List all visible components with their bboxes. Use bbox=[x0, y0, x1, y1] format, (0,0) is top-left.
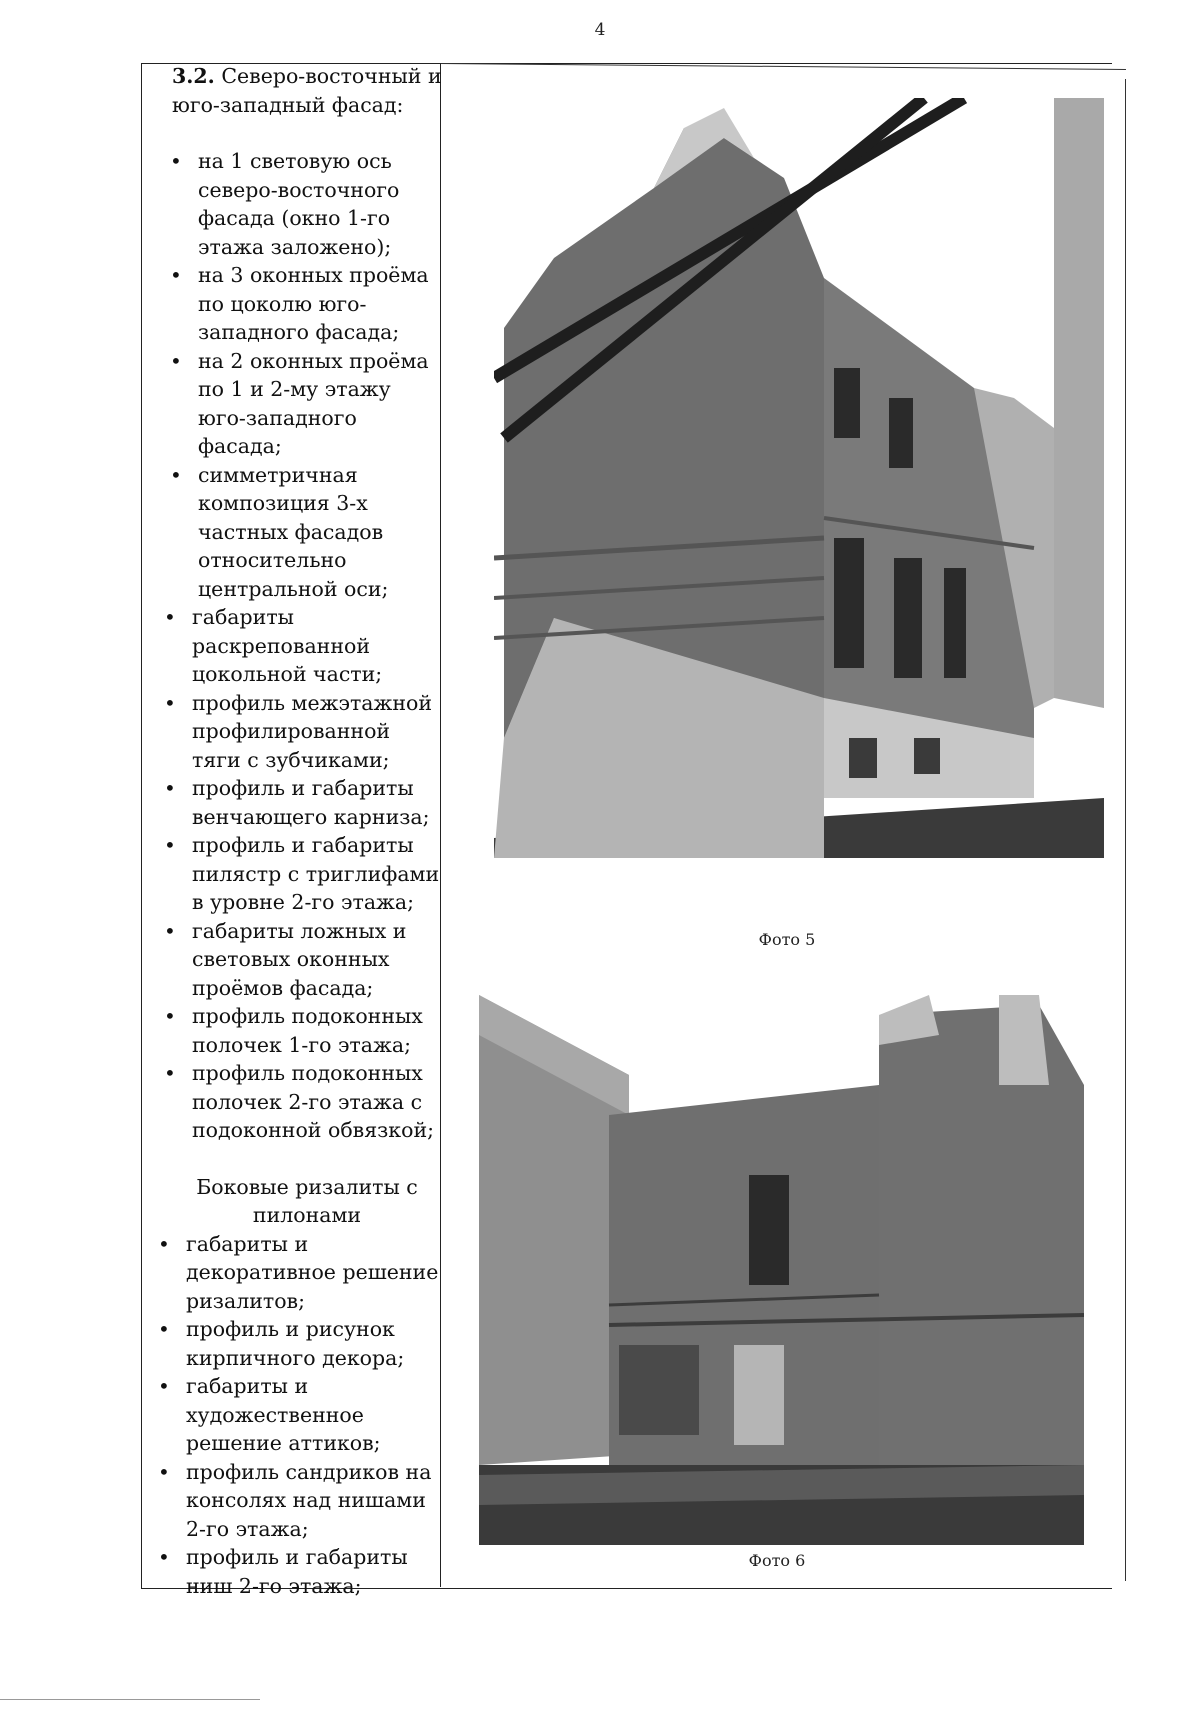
photo-6 bbox=[479, 995, 1084, 1545]
list-item: • профиль сандриков на консолях над нишами 2-го этажа; bbox=[152, 1458, 442, 1544]
photo-5-caption: Фото 5 bbox=[758, 930, 816, 949]
facade-attribute-list-cont bbox=[152, 603, 442, 1145]
facade-attributes-column bbox=[152, 62, 442, 1600]
list-item: • габариты ложных и световых оконных проёмов фасада; bbox=[152, 917, 442, 1003]
risalit-subheading: Боковые ризалиты с пилонами bbox=[196, 1174, 418, 1227]
list-item: • на 1 световую ось северо-восточного фасада (окно 1-го этажа заложено); bbox=[152, 147, 442, 261]
list-item: • профиль и габариты венчающего карниза; bbox=[152, 774, 442, 831]
photo-6-image bbox=[479, 995, 1084, 1545]
list-item: • профиль межэтажной профилированной тяги с зубчиками; bbox=[152, 689, 442, 775]
footer-rule bbox=[0, 1699, 260, 1700]
list-item: • габариты и декоративное решение ризалитов; bbox=[152, 1230, 442, 1316]
list-item: • профиль и габариты пилястр с триглифами в уровне 2-го этажа; bbox=[152, 831, 442, 917]
list-item: • профиль и габариты ниш 2-го этажа; bbox=[152, 1543, 442, 1600]
section-heading bbox=[172, 62, 442, 119]
photo-5 bbox=[494, 98, 1104, 858]
list-item: • профиль подоконных полочек 1-го этажа; bbox=[152, 1002, 442, 1059]
list-item: • габариты и художественное решение аттиков; bbox=[152, 1372, 442, 1458]
risalit-attribute-list bbox=[152, 1230, 442, 1601]
list-item: • на 3 оконных проёма по цоколю юго-западного фасада; bbox=[152, 261, 442, 347]
photo-5-image bbox=[494, 98, 1104, 858]
section-title: Северо-восточный и юго-западный фасад: bbox=[172, 64, 442, 117]
section-number: 3.2. bbox=[172, 64, 215, 88]
list-item: • на 2 оконных проёма по 1 и 2-му этажу юго-западного фасада; bbox=[152, 347, 442, 461]
photo-6-caption: Фото 6 bbox=[748, 1551, 806, 1570]
list-item: • профиль подоконных полочек 2-го этажа с подоконной обвязкой; bbox=[152, 1059, 442, 1145]
page-number: 4 bbox=[594, 20, 606, 40]
facade-attribute-list bbox=[152, 147, 442, 603]
list-item: • симметричная композиция 3-х частных фасадов относительно центральной оси; bbox=[152, 461, 442, 604]
table-right-border bbox=[1125, 79, 1126, 1581]
list-item: • габариты раскрепованной цокольной части; bbox=[152, 603, 442, 689]
list-item: • профиль и рисунок кирпичного декора; bbox=[152, 1315, 442, 1372]
